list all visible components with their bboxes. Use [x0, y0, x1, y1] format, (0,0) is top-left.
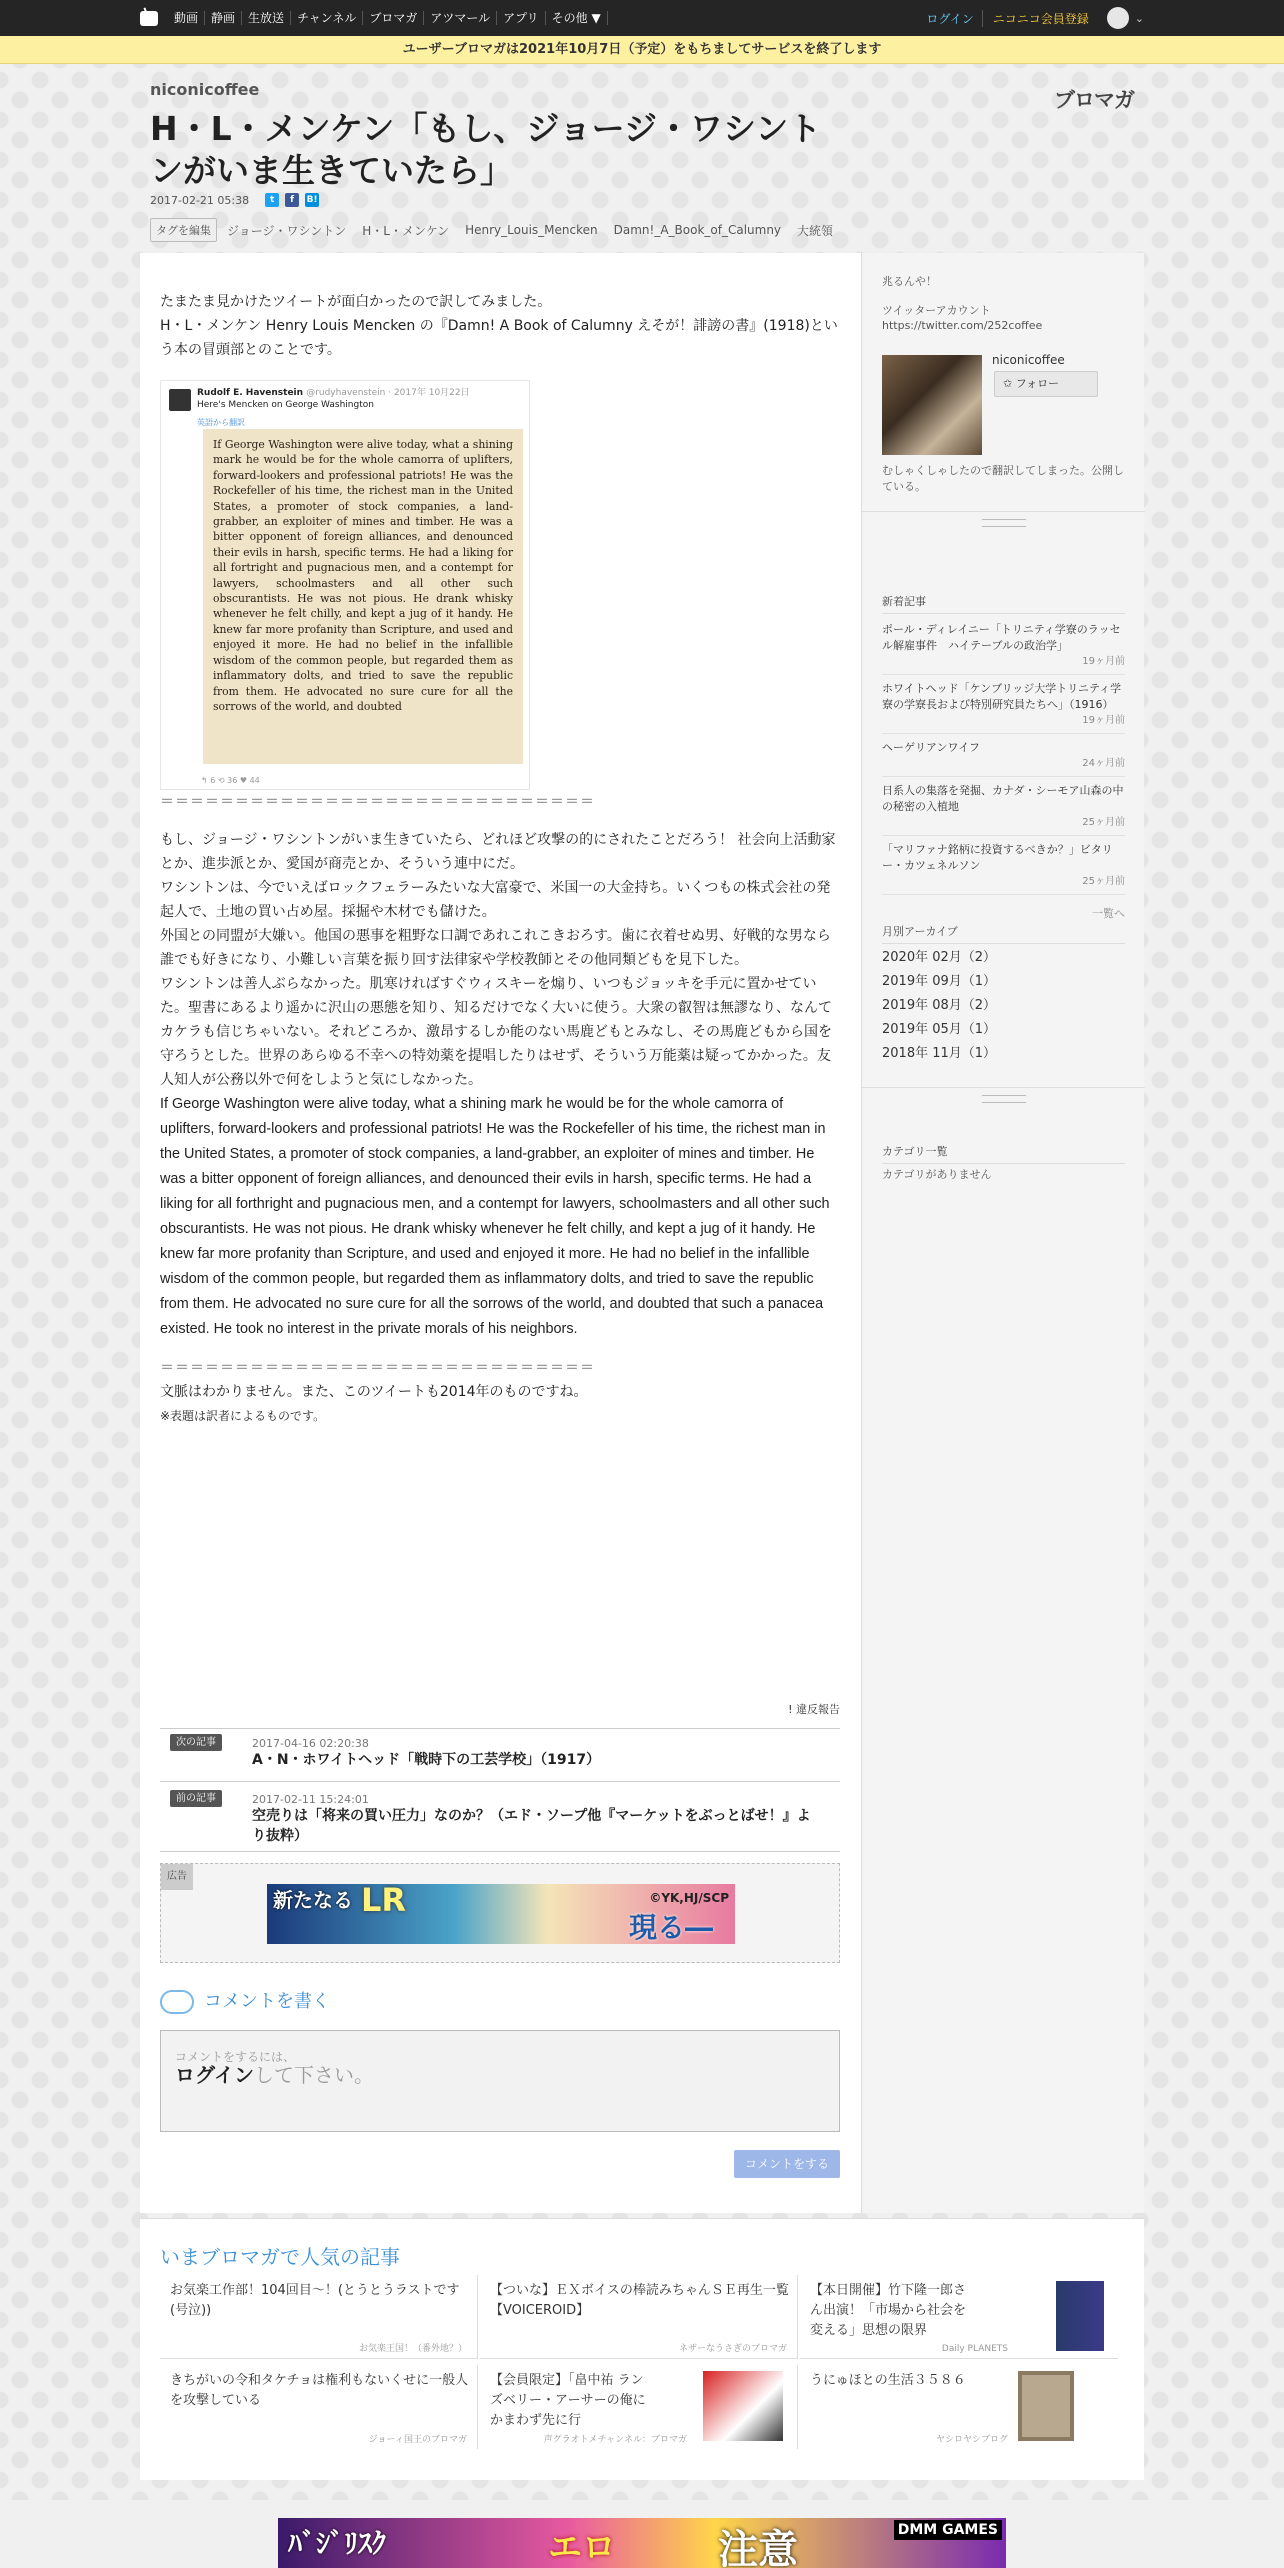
intro-paragraph: たまたま見かけたツイートが面白かったので訳してみました。 [160, 294, 552, 310]
nav-seiga[interactable]: 静画 [205, 11, 242, 25]
follow-button[interactable]: ✩ フォロー [994, 371, 1098, 397]
report-link[interactable]: ! 違反報告 [160, 1698, 840, 1729]
nav-app[interactable]: アプリ [497, 11, 546, 25]
chevron-down-icon[interactable]: ⌄ [1134, 11, 1144, 25]
archive-item[interactable]: 2019年 08月（2） [882, 998, 997, 1013]
category-heading: カテゴリ一覧 [882, 1143, 1125, 1164]
next-article-title[interactable]: A・N・ホワイトヘッド「戦時下の工芸学校」（1917） [252, 1752, 601, 1768]
popular-item[interactable]: きちがいの令和タケチョは権利もないくせに一般人を攻撃している ジョーィ国王のブロマガ [160, 2365, 478, 2449]
popular-item[interactable]: 【会員限定】「畠中祐 ランズベリー・アーサーの俺にかまわず先に行 声グラオトメチャンネル：ブロマガ [480, 2365, 798, 2449]
tag-item[interactable]: Damn!_A_Book_of_Calumny [613, 223, 782, 237]
twitter-share-icon[interactable]: t [265, 193, 279, 207]
content-panel [140, 253, 1144, 2213]
ad-text: DMM GAMES [894, 2520, 1002, 2540]
tweet-book-page-image: If George Washington were alive today, what a shining mark he would be for the whole camorra of uplifters, forward-lookers and professional patriots! He was the Rockefeller of his time, the richest man in the United States, a promoter of stock companies, a land-grabber, an exploiter of mines and timber. He was a bitter opponent of foreign alliances, and denounced their evils in harsh, specific terms. He had a liking for all fortright and pugnacious men, and a contempt for lawyers, schoolmasters and all other such obscurantists. He was not pious. He drank whisky whenever he felt chilly, and kept a jug of it handy. He knew far more profanity than Scripture, and used and enjoyed it more. He had no belief in the infallible wisdom of the common people, but regarded them as inflammatory dolts, and tried to save the republic from them. He advocated no sure cure for all the sorrows of the world, and doubted [203, 429, 523, 764]
embedded-tweet[interactable] [160, 380, 530, 790]
comment-heading [160, 1990, 330, 2014]
translation-paragraph: ワシントンは善人ぶらなかった。肌寒ければすぐウィスキーを煽り、いつもジョッキを手元に置かせていた。聖書にあるより遥かに沢山の悪態を知り、知るだけでなく大いに使う。大衆の叡智は無謬なり、なんてカケラも信じちゃいない。それどころか、激昂するしか能のない馬鹿どもとみなし、その馬鹿どもから国を守ろうとした。世界のあらゆる不幸への特効薬を提唱したりはせず、そういう万能薬は疑ってかかった。友人知人が公務以外で何をしようと気にしなかった。 [160, 976, 832, 1088]
profile-avatar[interactable] [882, 355, 982, 455]
profile-greeting: 兆るんや！ [882, 275, 937, 288]
archive-item[interactable]: 2018年 11月（1） [882, 1046, 997, 1061]
intro-paragraph: H・L・メンケン Henry Louis Mencken の『Damn! A Book of Calumny えそが！誹謗の書』(1918)という本の冒頭部とのことです。 [160, 318, 838, 358]
sidebar [861, 253, 1144, 2213]
translation-paragraph: 外国との同盟が大嫌い。他国の悪事を粗野な口調であれこれこきおろす。歯に衣着せぬ男、好戦的な男なら誰でも好きになり、小難しい言葉を振り回す法律家や学校教師とその他同類どもを見下した。 [160, 928, 831, 968]
section-divider [862, 511, 1145, 527]
tweet-author: Rudolf E. Havenstein @rudyhavenstein · 2017年 10月22日 [197, 388, 470, 398]
prev-article-date: 2017-02-11 15:24:01 [252, 1793, 369, 1806]
ad-box [160, 1863, 840, 1963]
category-empty: カテゴリがありません [882, 1168, 992, 1181]
archive-item[interactable]: 2020年 02月（2） [882, 950, 997, 965]
recent-item[interactable]: 日系人の集落を発掘、カナダ・シーモア山森の中の秘密の入植地 25ヶ月前 [882, 777, 1125, 836]
tweet-avatar [169, 389, 191, 411]
popular-item[interactable]: 【ついな】ＥＸボイスの棒読みちゃんＳＥ再生一覧【VOICEROID】 ネザーなうさぎのブロマガ [480, 2275, 798, 2359]
edit-tags-button[interactable]: タグを編集 [150, 218, 217, 242]
comment-hint: コメントをするには、 [175, 2050, 296, 2064]
facebook-share-icon[interactable]: f [285, 193, 299, 207]
monthly-archive [882, 923, 1125, 1066]
popular-item[interactable]: お気楽工作部！104回目～！(とうとうラストです(号泣)) お気楽王国！（番外地？） [160, 2275, 478, 2359]
twitter-account[interactable]: ツイッターアカウント https://twitter.com/252coffee [882, 304, 1043, 332]
next-article-link[interactable] [160, 1730, 840, 1782]
article-meta [150, 193, 319, 207]
tag-item[interactable]: ジョージ・ワシントン [227, 223, 347, 238]
next-article-badge: 次の記事 [170, 1734, 222, 1751]
tag-item[interactable]: H・L・メンケン [362, 223, 450, 238]
prev-article-title[interactable]: 空売りは「将来の買い圧力」なのか？（エド・ソープ他『マーケットをぶっとばせ！』より抜粋） [252, 1808, 811, 1844]
profile-description: むしゃくしゃしたので翻訳してしまった。公開している。 [882, 464, 1124, 493]
english-original: If George Washington were alive today, what a shining mark he would be for the whole camorra of uplifters, forward-lookers and professional patriots! He was the Rockefeller of his time, the richest man in the United States, a promoter of stock companies, a land-grabber, an exploiter of mines and timber. He was a bitter opponent of foreign alliances, and denounced their evils in harsh, specific terms. He had a liking for all forthright and pugnacious men, and a contempt for lawyers, schoolmasters and all other such obscurantists. He was not pious. He drank whisky whenever he felt chilly, and kept a jug of it handy. He knew far more profanity than Scripture, and used and enjoyed it more. He had no belief in the infallible wisdom of the common people, but regarded them as inflammatory dolts, and tried to save the republic from them. He advocated no sure cure for all the sorrows of the world, and doubted that such a panacea existed. He took no interest in the private morals of his neighbors. [160, 1096, 830, 1337]
outro-paragraph: 文脈はわかりません。また、このツイートも2014年のものですね。 [160, 1384, 588, 1400]
tag-item[interactable]: Henry_Louis_Mencken [465, 223, 598, 237]
section-divider [862, 1087, 1145, 1103]
ad-text: 新たなる [273, 1888, 353, 1912]
top-nav-bar [0, 0, 1284, 36]
comment-heading-text: コメントを書く [204, 1991, 330, 2012]
tag-item[interactable]: 大統領 [797, 223, 834, 238]
ad-banner[interactable] [267, 1884, 735, 1944]
channel-name[interactable]: niconicoffee [150, 80, 260, 99]
profile-name[interactable]: niconicoffee [992, 353, 1065, 367]
nav-more[interactable]: その他 ▼ [546, 11, 608, 25]
popular-heading: いまブロマガで人気の記事 [160, 2245, 400, 2269]
bottom-ad-banner[interactable] [278, 2518, 1006, 2568]
recent-more-link[interactable]: 一覧へ [1092, 907, 1125, 920]
popular-articles [140, 2218, 1144, 2480]
ad-text: LR [361, 1884, 407, 1919]
page-title: H・L・メンケン「もし、ジョージ・ワシントンがいま生きていたら」 [150, 109, 822, 190]
category-list [882, 1143, 1125, 1182]
separator: ＝＝＝＝＝＝＝＝＝＝＝＝＝＝＝＝＝＝＝＝＝＝＝＝＝＝＝＝＝ [160, 1360, 595, 1376]
popular-thumbnail [1018, 2371, 1074, 2441]
nav-blomaga[interactable]: ブロマガ [363, 11, 424, 25]
next-article-date: 2017-04-16 02:20:38 [252, 1737, 369, 1750]
ad-text: 注意 [718, 2527, 798, 2568]
nav-live[interactable]: 生放送 [242, 11, 291, 25]
japanese-translation [160, 828, 840, 1092]
ad-text: ﾊﾞｼﾞﾘｽｸ [288, 2527, 387, 2560]
nav-atsumaru[interactable]: アツマール [424, 11, 497, 25]
ad-label: 広告 [161, 1864, 193, 1890]
speech-bubble-icon [160, 1990, 194, 2014]
service-end-notice: ユーザーブロマガは2021年10月7日（予定）をもちましてサービスを終了します [0, 36, 1284, 64]
ad-text: エロ [548, 2528, 616, 2568]
popular-thumbnail [1024, 2281, 1104, 2351]
archive-item[interactable]: 2019年 09月（1） [882, 974, 997, 989]
comment-submit-button[interactable]: コメントをする [734, 2150, 840, 2178]
ad-text: 現る― [628, 1911, 713, 1944]
login-link[interactable]: ログイン [918, 10, 982, 27]
tweet-actions[interactable]: ↰ 6 ⟲ 36 ♥ 44 [201, 776, 260, 785]
translation-paragraph: もし、ジョージ・ワシントンがいま生きていたら、どれほど攻撃の的にされたことだろう！ 社会向上活動家とか、進歩派とか、愛国が商売とか、そういう連中にだ。 [160, 832, 836, 872]
popular-item[interactable]: 【本日開催】竹下隆一郎さん出演！「市場から社会を変える」思想の限界 Daily PLANETS [800, 2275, 1118, 2359]
tweet-text: Here's Mencken on George Washington [197, 400, 374, 410]
niconico-tv-icon[interactable] [140, 11, 158, 26]
recent-item[interactable]: ヘーゲリアンワイフ 24ヶ月前 [882, 734, 1125, 777]
hatena-bookmark-icon[interactable]: B! [306, 195, 318, 205]
recent-heading: 新着記事 [882, 593, 1125, 614]
tag-list [150, 218, 849, 242]
popular-thumbnail [703, 2371, 783, 2441]
blomaga-logo[interactable]: ブロマガ [1054, 88, 1134, 112]
nav-video[interactable]: 動画 [168, 11, 205, 25]
comment-login-link[interactable]: ログイン [175, 2063, 254, 2087]
bottom-ad-area [0, 2500, 1284, 2568]
archive-item[interactable]: 2019年 05月（1） [882, 1022, 997, 1037]
tweet-translate-link[interactable]: 英語から翻訳 [197, 418, 245, 427]
article-body [160, 290, 840, 2171]
recent-item[interactable]: 「マリファナ銘柄に投資するべきか？」ビタリー・カツェネルソン 25ヶ月前 [882, 836, 1125, 895]
translation-paragraph: ワシントンは、今でいえばロックフェラーみたいな大富豪で、米国一の大金持ち。いくつもの株式会社の発起人で、土地の買い占め屋。採掘や木材でも儲けた。 [160, 880, 831, 920]
comment-login-prompt: ログインして下さい。 [175, 2063, 374, 2087]
popular-item[interactable]: うにゅほとの生活３５８６ ヤシロヤシブログ [800, 2365, 1118, 2449]
prev-article-link[interactable] [160, 1786, 840, 1852]
prev-article-badge: 前の記事 [170, 1790, 222, 1807]
recent-item[interactable]: ホワイトヘッド「ケンブリッジ大学トリニティ学寮の学寮長および特別研究員たちへ」（1916） 19ヶ月前 [882, 675, 1125, 734]
nav-channel[interactable]: チャンネル [291, 11, 363, 25]
recent-item[interactable]: ポール・ディレイニー「トリニティ学寮のラッセル解雇事件 ハイテーブルの政治学」 19ヶ月前 [882, 616, 1125, 675]
separator: ＝＝＝＝＝＝＝＝＝＝＝＝＝＝＝＝＝＝＝＝＝＝＝＝＝＝＝＝＝ [160, 794, 595, 810]
user-avatar-icon[interactable] [1107, 7, 1129, 29]
article-header [150, 80, 1134, 238]
archive-heading: 月別アーカイブ [882, 923, 1125, 944]
post-date: 2017-02-21 05:38 [150, 193, 250, 207]
title-note: ※表題は訳者によるものです。 [160, 1409, 326, 1423]
register-link[interactable]: ニコニコ会員登録 [992, 11, 1089, 26]
recent-articles [882, 593, 1125, 921]
ad-text: ©YK,HJ/SCP [649, 1891, 729, 1905]
comment-input[interactable] [160, 2030, 840, 2132]
